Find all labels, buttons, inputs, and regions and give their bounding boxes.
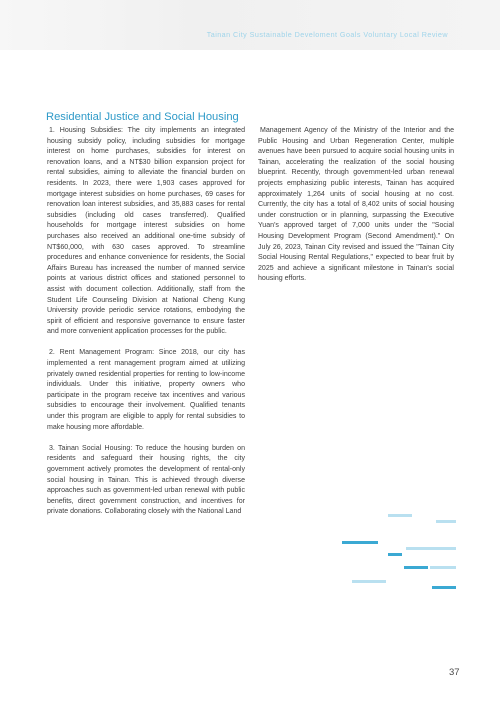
header-band — [0, 0, 500, 50]
section-title: Residential Justice and Social Housing — [46, 111, 239, 123]
paragraph-social-housing-continued: Management Agency of the Ministry of the Interior and the Public Housing and Urban Regeneration Center, multiple avenues have been pursued to acquire social housing units in Tainan, accelerating the realization of the social housing blueprint. Recently, through government-led urban renewal projects emphasizing public interests, Tainan has acquired approximately 1,264 units of social housing at no cost. Currently, the city has a total of 8,402 units of social housing under construction or in planning, surpassing the Executive Yuan's approved target of 7,000 units under the "Social Housing Development Program (Second Amendment)." On July 26, 2023, Tainan City revised and issued the "Tainan City Social Housing Rental Regulations," expected to bear fruit by 2025 and achieve a significant milestone in Tainan's social housing efforts. — [258, 127, 454, 283]
deco-stripe — [430, 566, 456, 569]
paragraph-rent-management: 2. Rent Management Program: Since 2018, our city has implemented a rent management program aimed at utilizing privately owned residential properties for renting to low-income individuals. Under this initiative, property owners who participate in the program receive tax incentives and various subsidies to encourage their involvement. Qualified tenants under this program are eligible to apply for rental subsidies to make housing more affordable. — [47, 349, 245, 431]
running-header-title: Tainan City Sustainable Develoment Goals Voluntary Local Review — [206, 30, 448, 39]
deco-stripe — [352, 580, 386, 583]
deco-stripe — [342, 541, 378, 544]
left-column — [47, 126, 245, 518]
deco-stripe — [388, 514, 412, 517]
deco-stripe — [406, 547, 456, 550]
deco-stripe — [432, 586, 456, 589]
right-column — [258, 126, 454, 285]
page-number: 37 — [449, 667, 460, 678]
paragraph-social-housing: 3. Tainan Social Housing: To reduce the housing burden on residents and safeguard their housing rights, the city government actively promotes the development of rental-only social housing in Tainan. This is achieved through diverse approaches such as government-led urban renewal with public benefits, direct government construction, and incentives for private donations. Collaborating closely with the National Land — [47, 444, 245, 516]
deco-stripe — [388, 553, 402, 556]
paragraph-housing-subsidies: 1. Housing Subsidies: The city implements an integrated housing subsidy policy, including subsidies for mortgage interest on home purchases, subsidies for interest on renovation loans, and a NT$30 billion expansion project for rental subsidies, aiming to alleviate the financial burden on residents. In 2023, there were 1,903 cases approved for mortgage interest subsidies on home purchases, 69 cases for renovation loan interest subsidies, and 35,883 cases for rental subsidies (including old cases transferred). Qualified households for mortgage interest subsidies on home purchases also received an additional one-time subsidy of NT$60,000, with 630 cases approved. To streamline procedures and enhance convenience for residents, the Social Affairs Bureau has increased the number of manned service points at various district offices and stationed personnel to assist with document collection. Additionally, staff from the Student Life Counseling Division at National Cheng Kung University provide periodic service rotations, embodying the spirit of efficient and responsive governance to ensure faster and more convenient application processes for the public. — [47, 127, 245, 336]
deco-stripe — [404, 566, 428, 569]
deco-stripe — [436, 520, 456, 523]
